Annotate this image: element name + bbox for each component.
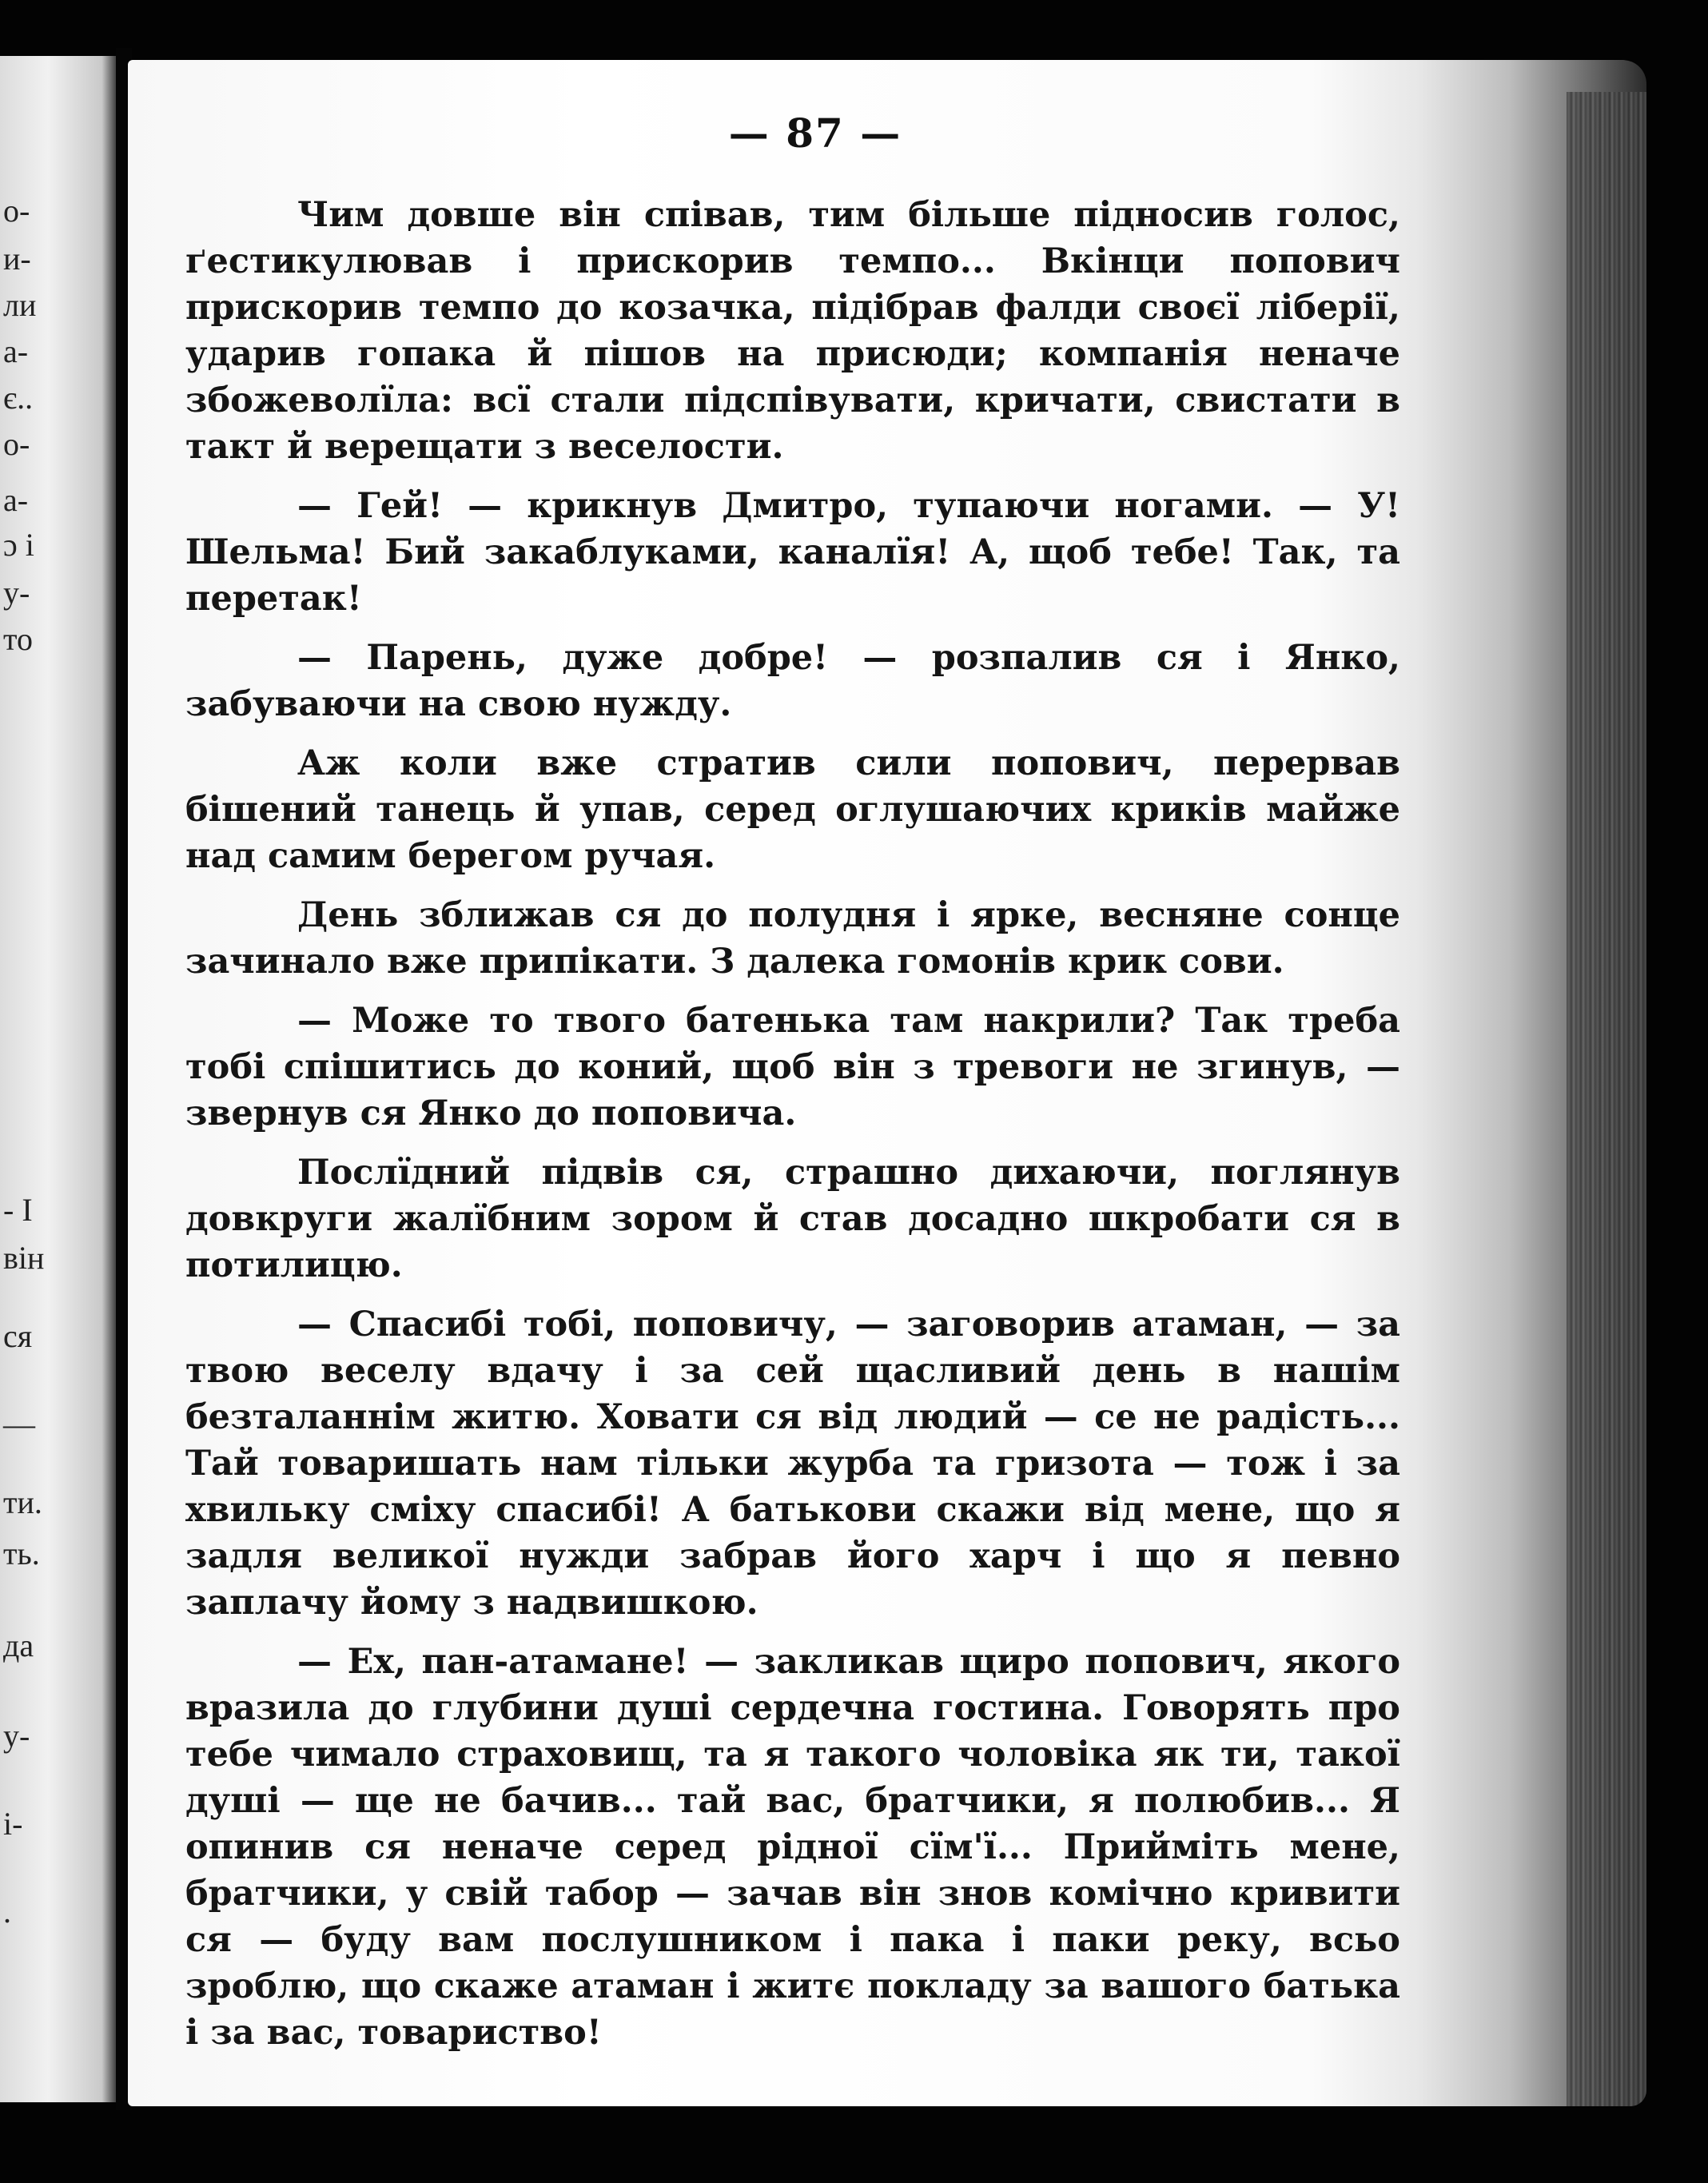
- paragraph: Чим довше він співав, тим більше підносив голос, ґестикулював і прискорив темпо... Вкінци попович прискорив темпо до козачка, підібрав фалди своєї ліберії, ударив гопака й пішов на присюди; компанія неначе збожеволїла: всї стали підспівувати, кричати, свистати в такт й верещати з веселости.: [185, 195, 1400, 467]
- left-page-fragment: и-: [3, 241, 31, 277]
- left-page-fragment: о-: [3, 426, 30, 462]
- paragraph: — Може то твого батенька там накрили? Так треба тобі спішитись до коний, щоб він з тревоги не згинув, — звернув ся Янко до поповича.: [185, 1001, 1400, 1133]
- left-page-fragment: є..: [3, 380, 34, 416]
- left-page-fragment: ть.: [3, 1536, 40, 1572]
- left-page-fragment: він: [3, 1240, 45, 1276]
- left-page-fragment: - І: [3, 1192, 33, 1228]
- left-facing-page: [0, 56, 120, 2102]
- left-page-fragment: а-: [3, 333, 29, 369]
- paragraph: — Гей! — крикнув Дмитро, тупаючи ногами. — У! Шельма! Бий закаблуками, каналїя! А, щоб тебе! Так, та перетак!: [185, 486, 1400, 619]
- page-block-edge: [1567, 92, 1646, 2106]
- left-page-fragment: то: [3, 621, 33, 657]
- left-page-fragment: і-: [3, 1806, 23, 1842]
- paragraph: — Парень, дуже добре! — розпалив ся і Янко, забуваючи на свою нужду.: [185, 638, 1400, 724]
- left-page-fragment: .: [3, 1894, 11, 1930]
- book-page: [128, 60, 1646, 2106]
- page-number: — 87 —: [728, 110, 902, 157]
- left-page-fragment: ся: [3, 1318, 33, 1354]
- left-page-fragment: ли: [3, 287, 37, 323]
- left-page-fragment: ɔ і: [3, 527, 34, 563]
- left-page-fragment: а-: [3, 482, 29, 518]
- left-page-fragment: о-: [3, 193, 30, 229]
- paragraph: — Спасибі тобі, поповичу, — заговорив атаман, — за твою веселу вдачу і за сей щасливий день в нашім безталаннім житю. Ховати ся від людий — се не радість... Тай товаришать нам тільки журба та гризота — тож і за хвильку сміху спасибі! А батькови скажи від мене, що я задля великої нужди забрав його харч і що я певно заплачу йому з надвишкою.: [185, 1305, 1400, 1623]
- left-page-fragment: у-: [3, 575, 30, 611]
- paragraph: — Ех, пан-атамане! — закликав щиро попович, якого вразила до глубини душі сердечна гостина. Говорять про тебе чимало страховищ, та я такого чоловіка як ти, такої душі — ще не бачив... тай вас, братчики, я полюбив... Я опинив ся неначе серед рідної сїм'ї... Прийміть мене, братчики, у свій табор — зачав він знов комічно кривити ся — буду вам послушником і пака і паки реку, всьо зроблю, що скаже атаман і житє покладу за вашого батька і за вас, товариство!: [185, 1642, 1400, 2053]
- paragraph: Аж коли вже стратив сили попович, перервав бішений танець й упав, серед оглушаючих криків майже над самим берегом ручая.: [185, 743, 1400, 876]
- left-page-fragment: да: [3, 1627, 34, 1663]
- page-text: [185, 192, 1400, 2069]
- left-page-fragment: ти.: [3, 1484, 42, 1520]
- left-page-fragment: —: [3, 1406, 35, 1442]
- paragraph: Послїдний підвів ся, страшно дихаючи, поглянув довкруги жалїбним зором й став досадно шкробати ся в потилицю.: [185, 1153, 1400, 1285]
- paragraph: День зближав ся до полудня і ярке, весняне сонце зачинало вже припікати. З далека гомонів крик сови.: [185, 895, 1400, 982]
- left-page-fragment: у-: [3, 1718, 30, 1754]
